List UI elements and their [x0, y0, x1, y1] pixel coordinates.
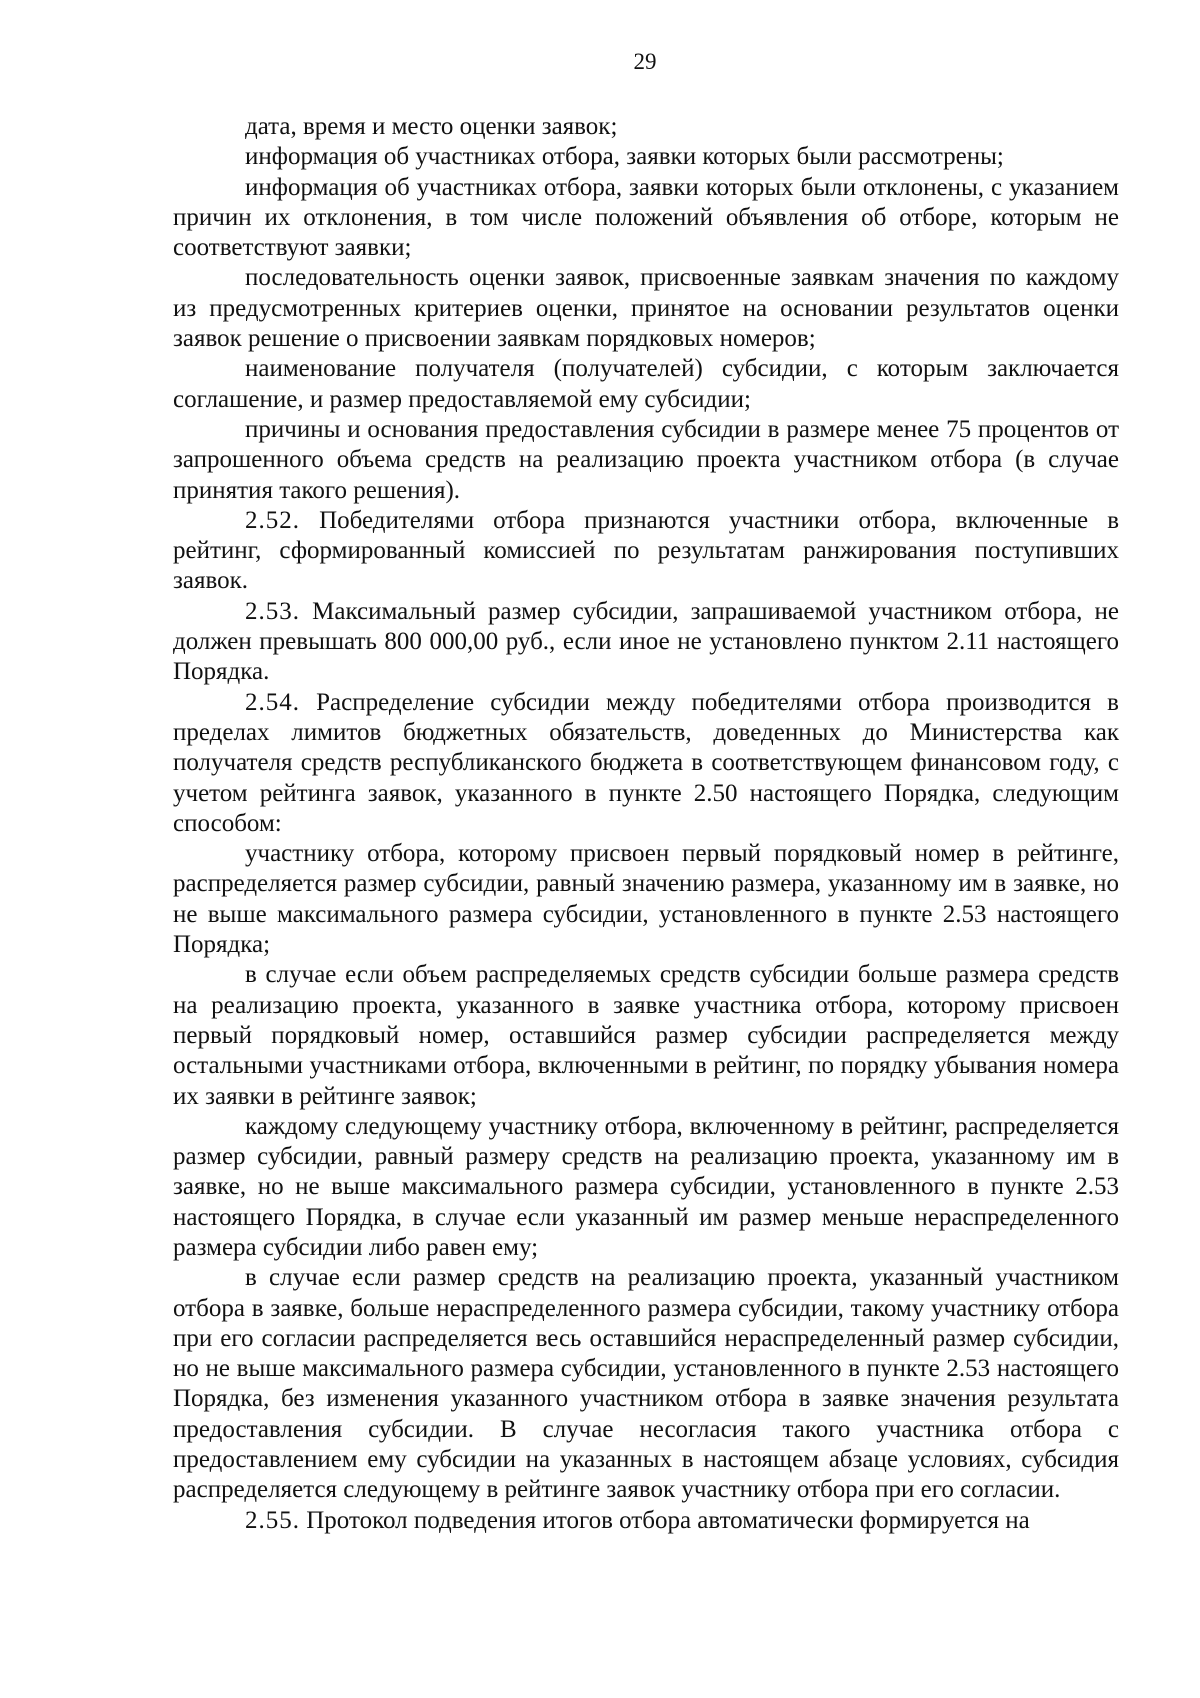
list-item: в случае если размер средств на реализацию проекта, указанный участником отбора в заявке, больше нераспределенного размера субсидии, такому участнику отбора при его согласии распределяется весь оставшийся нераспределенный размер субсидии, но не выше максимального размера субсидии, установленного в пункте 2.53 настоящего Порядка, без изменения указанного участником отбора в заявке значения результата предоставления субсидии. В случае несогласия такого участника отбора с предоставлением ему субсидии на указанных в настоящем абзаце условиях, субсидия распределяется следующему в рейтинге заявок участнику отбора при его согласии.	[173, 1264, 1119, 1504]
list-item: информация об участниках отбора, заявки которых были рассмотрены;	[245, 143, 1004, 171]
page-number: 29	[633, 49, 657, 74]
list-item: дата, время и место оценки заявок;	[245, 113, 618, 140]
list-item: причины и основания предоставления субсидии в размере менее 75 процентов от запрошенного объема средств на реализацию проекта участником отбора (в случае принятия такого решения).	[173, 415, 1119, 504]
clause-number: 2.52.	[245, 506, 300, 534]
clause-number: 2.55.	[245, 1506, 300, 1534]
clause-2-52: 2.52. Победителями отбора признаются участники отбора, включенные в рейтинг, сформированный комиссией по результатам ранжирования поступивших заявок.	[173, 506, 1120, 595]
list-item: каждому следующему участнику отбора, включенному в рейтинг, распределяется размер субсидии, равный размеру средств на реализацию проекта, указанному им в заявке, но не выше максимального размера субсидии, установленного в пункте 2.53 настоящего Порядка, в случае если указанный им размер меньше нераспределенного размера субсидии либо равен ему;	[173, 1112, 1119, 1261]
list-item: последовательность оценки заявок, присвоенные заявкам значения по каждому из предусмотренных критериев оценки, принятое на основании результатов оценки заявок решение о присвоении заявкам порядковых номеров;	[173, 264, 1119, 353]
list-item: участнику отбора, которому присвоен первый порядковый номер в рейтинге, распределяется размер субсидии, равный значению размера, указанному им в заявке, но не выше максимального размера субсидии, установленного в пункте 2.53 настоящего Порядка;	[173, 840, 1119, 959]
list-item: информация об участниках отбора, заявки которых были отклонены, с указанием причин их отклонения, в том числе положений объявления об отборе, которым не соответствуют заявки;	[173, 173, 1119, 262]
clause-number: 2.53.	[245, 597, 300, 625]
list-item: наименование получателя (получателей) субсидии, с которым заключается соглашение, и размер предоставляемой ему субсидии;	[173, 355, 1119, 413]
clause-2-53: 2.53. Максимальный размер субсидии, запрашиваемой участником отбора, не должен превышать 800 000,00 руб., если иное не установлено пунктом 2.11 настоящего Порядка.	[173, 597, 1119, 686]
list-item: в случае если объем распределяемых средств субсидии больше размера средств на реализацию проекта, указанного в заявке участника отбора, которому присвоен первый порядковый номер, оставшийся размер субсидии распределяется между остальными участниками отбора, включенными в рейтинг, по порядку убывания номера их заявки в рейтинге заявок;	[173, 961, 1119, 1110]
document-body	[173, 112, 1119, 1536]
clause-2-54: 2.54. Распределение субсидии между победителями отбора производится в пределах лимитов бюджетных обязательств, доведенных до Министерства как получателя средств республиканского бюджета в соответствующем финансовом году, с учетом рейтинга заявок, указанного в пункте 2.50 настоящего Порядка, следующим способом:	[173, 688, 1119, 837]
clause-2-55: 2.55. Протокол подведения итогов отбора автоматически формируется на	[245, 1506, 1030, 1534]
clause-number: 2.54.	[245, 688, 300, 716]
